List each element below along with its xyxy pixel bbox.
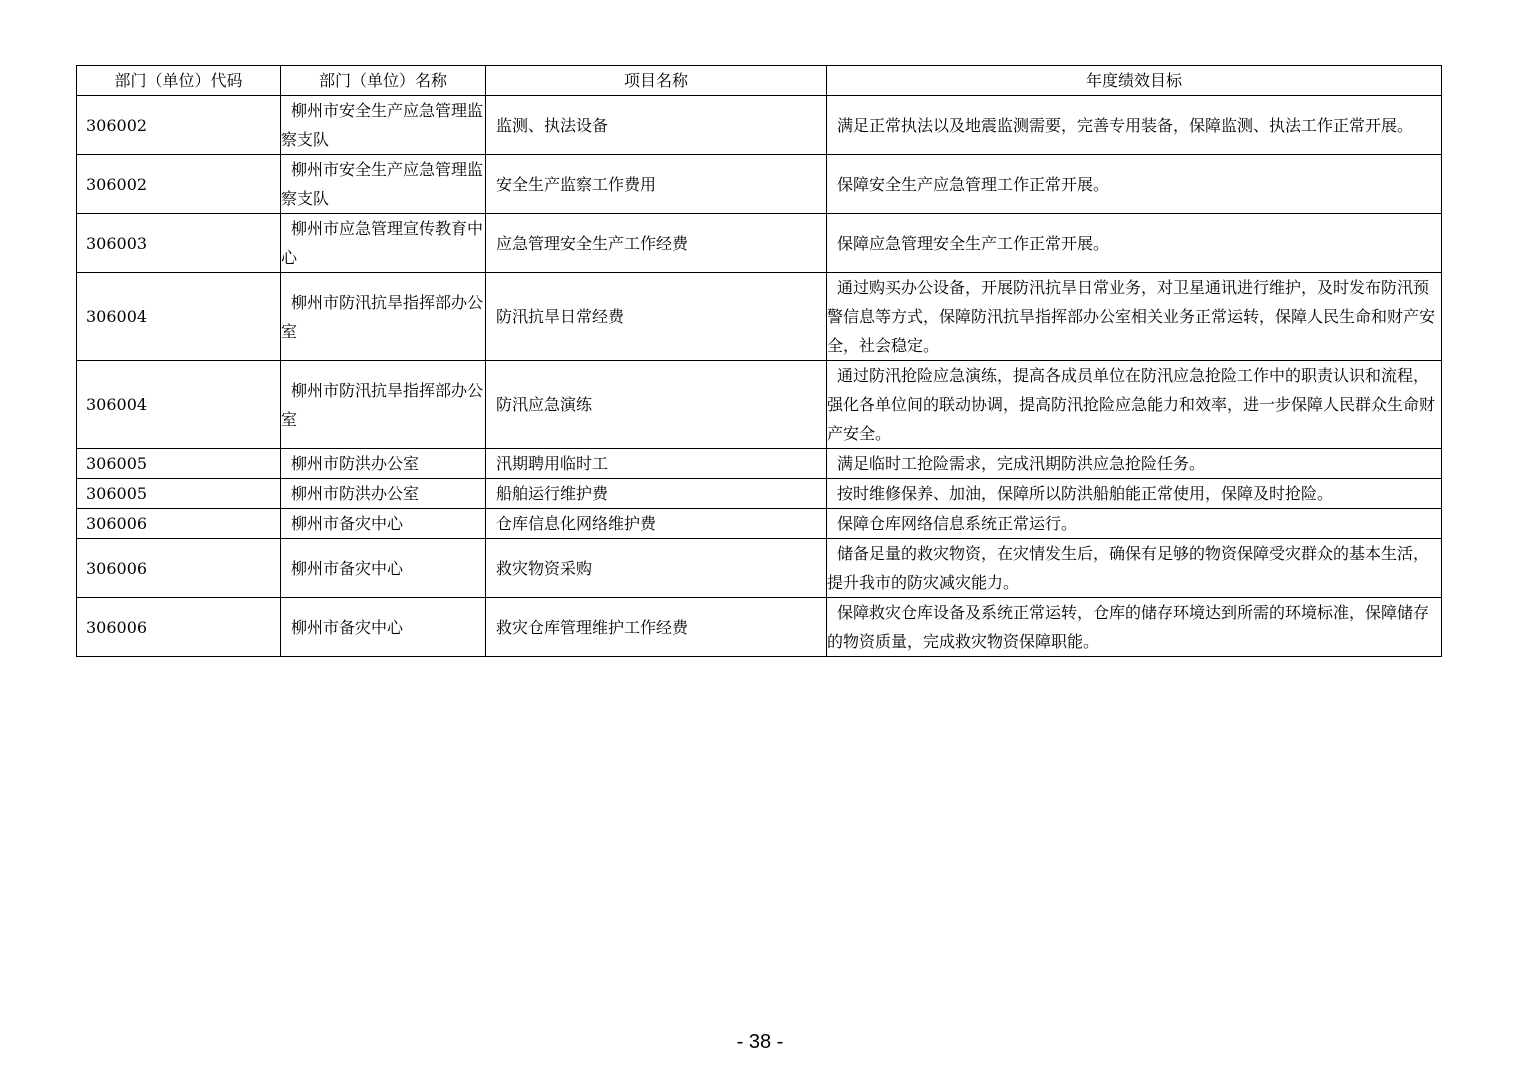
cell-dept-name: 柳州市防洪办公室	[281, 479, 486, 509]
cell-dept-code: 306006	[77, 509, 281, 539]
cell-annual-goal: 按时维修保养、加油，保障所以防洪船舶能正常使用，保障及时抢险。	[827, 479, 1442, 509]
cell-dept-code: 306002	[77, 155, 281, 214]
cell-project-name: 防汛应急演练	[486, 361, 827, 449]
table-row	[77, 214, 1442, 273]
cell-annual-goal: 保障救灾仓库设备及系统正常运转，仓库的储存环境达到所需的环境标准，保障储存的物资质量，完成救灾物资保障职能。	[827, 598, 1442, 657]
cell-dept-name: 柳州市防汛抗旱指挥部办公室	[281, 273, 486, 361]
cell-project-name: 救灾仓库管理维护工作经费	[486, 598, 827, 657]
performance-table-wrapper	[76, 65, 1441, 657]
cell-annual-goal: 满足正常执法以及地震监测需要，完善专用装备，保障监测、执法工作正常开展。	[827, 96, 1442, 155]
cell-dept-code: 306003	[77, 214, 281, 273]
cell-project-name: 船舶运行维护费	[486, 479, 827, 509]
cell-dept-code: 306006	[77, 539, 281, 598]
cell-dept-name: 柳州市应急管理宣传教育中心	[281, 214, 486, 273]
cell-annual-goal: 满足临时工抢险需求，完成汛期防洪应急抢险任务。	[827, 449, 1442, 479]
cell-annual-goal: 保障仓库网络信息系统正常运行。	[827, 509, 1442, 539]
cell-project-name: 汛期聘用临时工	[486, 449, 827, 479]
cell-dept-name: 柳州市安全生产应急管理监察支队	[281, 155, 486, 214]
table-row	[77, 273, 1442, 361]
cell-dept-code: 306004	[77, 361, 281, 449]
cell-project-name: 防汛抗旱日常经费	[486, 273, 827, 361]
table-row	[77, 155, 1442, 214]
cell-dept-code: 306004	[77, 273, 281, 361]
cell-dept-code: 306005	[77, 449, 281, 479]
cell-project-name: 救灾物资采购	[486, 539, 827, 598]
cell-annual-goal: 通过购买办公设备，开展防汛抗旱日常业务，对卫星通讯进行维护，及时发布防汛预警信息等方式，保障防汛抗旱指挥部办公室相关业务正常运转，保障人民生命和财产安全，社会稳定。	[827, 273, 1442, 361]
table-row	[77, 479, 1442, 509]
page-number: - 38 -	[736, 1031, 784, 1053]
cell-project-name: 安全生产监察工作费用	[486, 155, 827, 214]
cell-dept-name: 柳州市备灾中心	[281, 598, 486, 657]
table-row	[77, 96, 1442, 155]
cell-annual-goal: 保障应急管理安全生产工作正常开展。	[827, 214, 1442, 273]
cell-dept-name: 柳州市安全生产应急管理监察支队	[281, 96, 486, 155]
header-annual-goal: 年度绩效目标	[827, 66, 1442, 96]
cell-dept-name: 柳州市防汛抗旱指挥部办公室	[281, 361, 486, 449]
performance-goals-table	[76, 65, 1442, 657]
table-row	[77, 509, 1442, 539]
cell-dept-code: 306005	[77, 479, 281, 509]
header-dept-name: 部门（单位）名称	[281, 66, 486, 96]
table-header-row	[77, 66, 1442, 96]
cell-dept-name: 柳州市备灾中心	[281, 539, 486, 598]
table-row	[77, 449, 1442, 479]
table-row	[77, 598, 1442, 657]
cell-annual-goal: 保障安全生产应急管理工作正常开展。	[827, 155, 1442, 214]
cell-dept-code: 306006	[77, 598, 281, 657]
cell-project-name: 应急管理安全生产工作经费	[486, 214, 827, 273]
cell-annual-goal: 通过防汛抢险应急演练，提高各成员单位在防汛应急抢险工作中的职责认识和流程，强化各单位间的联动协调，提高防汛抢险应急能力和效率，进一步保障人民群众生命财产安全。	[827, 361, 1442, 449]
header-dept-code: 部门（单位）代码	[77, 66, 281, 96]
cell-project-name: 监测、执法设备	[486, 96, 827, 155]
cell-project-name: 仓库信息化网络维护费	[486, 509, 827, 539]
table-row	[77, 539, 1442, 598]
cell-annual-goal: 储备足量的救灾物资，在灾情发生后，确保有足够的物资保障受灾群众的基本生活，提升我市的防灾减灾能力。	[827, 539, 1442, 598]
cell-dept-name: 柳州市防洪办公室	[281, 449, 486, 479]
cell-dept-name: 柳州市备灾中心	[281, 509, 486, 539]
cell-dept-code: 306002	[77, 96, 281, 155]
table-row	[77, 361, 1442, 449]
header-project-name: 项目名称	[486, 66, 827, 96]
